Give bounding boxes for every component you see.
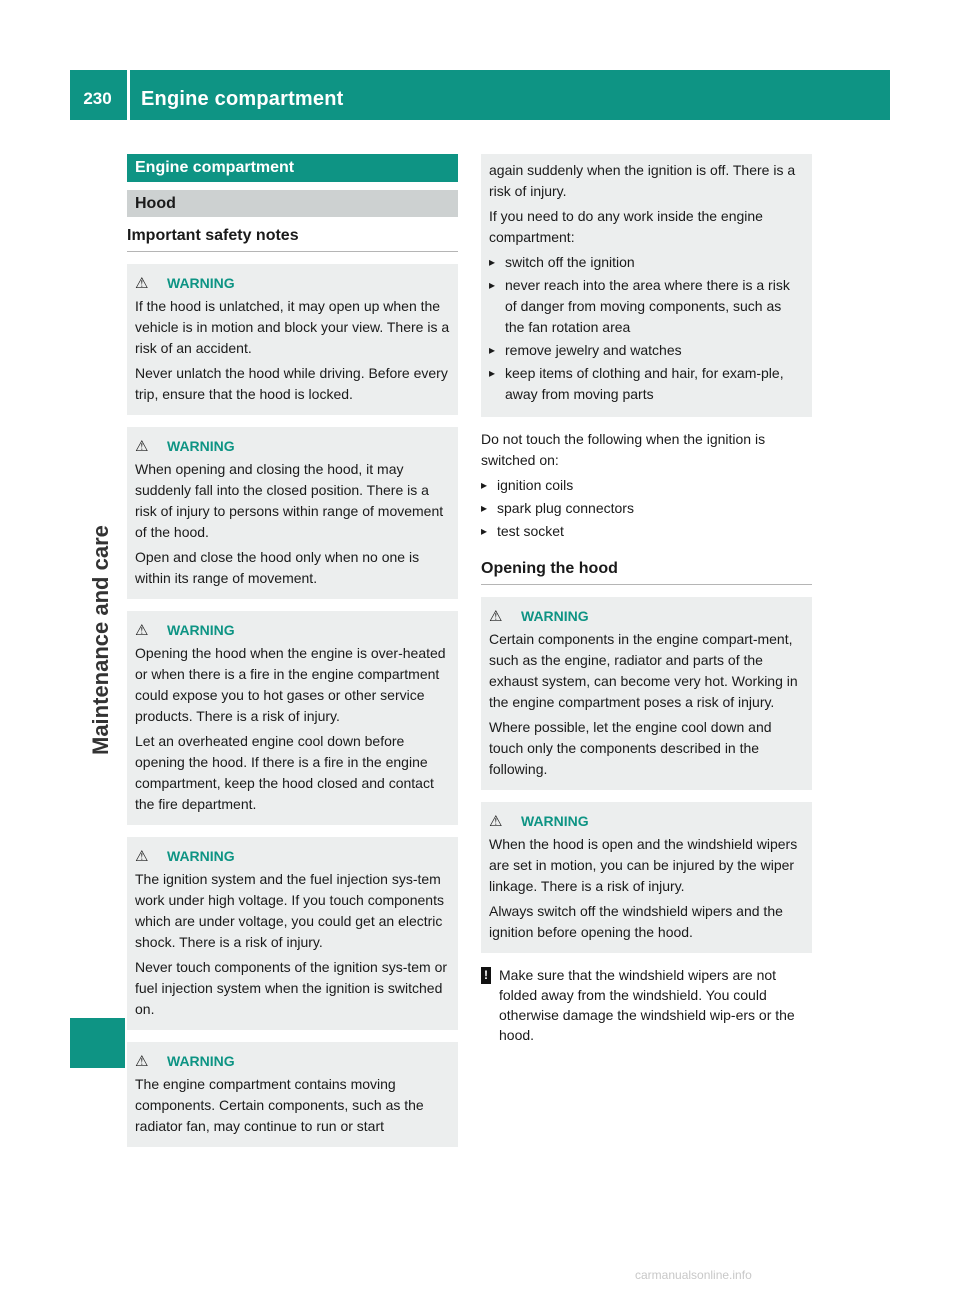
note-text: Make sure that the windshield wipers are not folded away from the windshield. You could otherwise damage the windshield wip-ers or the hood. [499, 967, 795, 1043]
opening-hood-heading: Opening the hood [481, 550, 812, 585]
warning-label: WARNING [167, 1053, 235, 1069]
warning-triangle-icon: ⚠ [135, 438, 149, 455]
section-title: Engine compartment [127, 154, 458, 182]
list-item: ▸ ignition coils [481, 475, 812, 496]
warning-triangle-icon: ⚠ [135, 848, 149, 865]
warning-text: Never touch components of the ignition sys-tem or fuel injection system when the ignition is switched on. [135, 959, 448, 1017]
warning-text: The engine compartment contains moving components. Certain components, such as the radiator fan, may continue to run or start [135, 1076, 424, 1134]
warning-text: When opening and closing the hood, it may suddenly fall into the closed position. There is a risk of injury to persons within range of movement of the hood. [135, 461, 444, 540]
warning-box [127, 1042, 458, 1147]
warning-triangle-icon: ⚠ [135, 622, 149, 639]
warning-text: When the hood is open and the windshield wipers are set in motion, you can be injured by the wiper linkage. There is a risk of injury. [489, 836, 798, 894]
warning-triangle-icon: ⚠ [135, 1053, 149, 1070]
warning-box [481, 802, 812, 953]
subsection-title: Hood [127, 190, 458, 217]
header-divider [127, 70, 130, 120]
do-not-touch-intro: Do not touch the following when the ignition is switched on: [481, 431, 766, 468]
warning-text: Opening the hood when the engine is over-heated or when there is a fire in the engine compartment could expose you to hot gases or other service products. There is a risk of injury. [135, 645, 446, 724]
warning-text: If you need to do any work inside the engine compartment: [489, 208, 763, 245]
warning-box [127, 837, 458, 1030]
warning-label: WARNING [167, 275, 235, 291]
exclamation-icon: ! [481, 967, 491, 984]
warning-label: WARNING [167, 848, 235, 864]
warning-label: WARNING [167, 622, 235, 638]
warning-triangle-icon: ⚠ [135, 275, 149, 292]
warning-label: WARNING [521, 608, 589, 624]
warning-triangle-icon: ⚠ [489, 608, 503, 625]
left-column [127, 154, 458, 1159]
list-item: ▸ switch off the ignition [489, 252, 804, 273]
safety-notes-heading: Important safety notes [127, 217, 458, 252]
warning-label: WARNING [167, 438, 235, 454]
list-item: ▸ test socket [481, 521, 812, 542]
watermark: carmanualsonline.info [635, 1268, 752, 1282]
warning-text: again suddenly when the ignition is off. There is a risk of injury. [489, 162, 796, 199]
page-header [70, 70, 890, 120]
warning-text: Certain components in the engine compart-ment, such as the engine, radiator and parts of the exhaust system, can become very hot. Working in the engine compartment poses a risk of injury. [489, 631, 798, 710]
side-tab-block [70, 1018, 125, 1068]
list-item: ▸ never reach into the area where there is a risk of danger from moving components, such as the fan rotation area [489, 275, 804, 338]
do-not-touch-list [481, 475, 812, 542]
warning-text: Always switch off the windshield wipers and the ignition before opening the hood. [489, 903, 783, 940]
warning-box [127, 427, 458, 599]
warning-text: Let an overheated engine cool down before opening the hood. If there is a fire in the engine compartment, keep the hood closed and contact the fire department. [135, 733, 434, 812]
warning-triangle-icon: ⚠ [489, 813, 503, 830]
warning-text: The ignition system and the fuel injection sys-tem work under high voltage. If you touch components which are under voltage, you could get an electric shock. There is a risk of injury. [135, 871, 444, 950]
list-item: ▸ remove jewelry and watches [489, 340, 804, 361]
warning-box [127, 264, 458, 415]
right-column [481, 154, 812, 1045]
list-item: ▸ spark plug connectors [481, 498, 812, 519]
warning-text: If the hood is unlatched, it may open up when the vehicle is in motion and block your view. There is a risk of an accident. [135, 298, 450, 356]
warning-bullet-list [489, 252, 804, 405]
header-title: Engine compartment [141, 88, 344, 110]
warning-label: WARNING [521, 813, 589, 829]
warning-text: Never unlatch the hood while driving. Before every trip, ensure that the hood is locked. [135, 365, 448, 402]
list-item: ▸ keep items of clothing and hair, for exam-ple, away from moving parts [489, 363, 804, 405]
warning-box [481, 597, 812, 790]
warning-text: Where possible, let the engine cool down and touch only the components described in the following. [489, 719, 772, 777]
note [481, 965, 812, 1045]
side-tab-label: Maintenance and care [88, 525, 113, 755]
page-number: 230 [83, 89, 112, 108]
warning-box [127, 611, 458, 825]
warning-box-continued [481, 154, 812, 417]
warning-text: Open and close the hood only when no one is within its range of movement. [135, 549, 420, 586]
